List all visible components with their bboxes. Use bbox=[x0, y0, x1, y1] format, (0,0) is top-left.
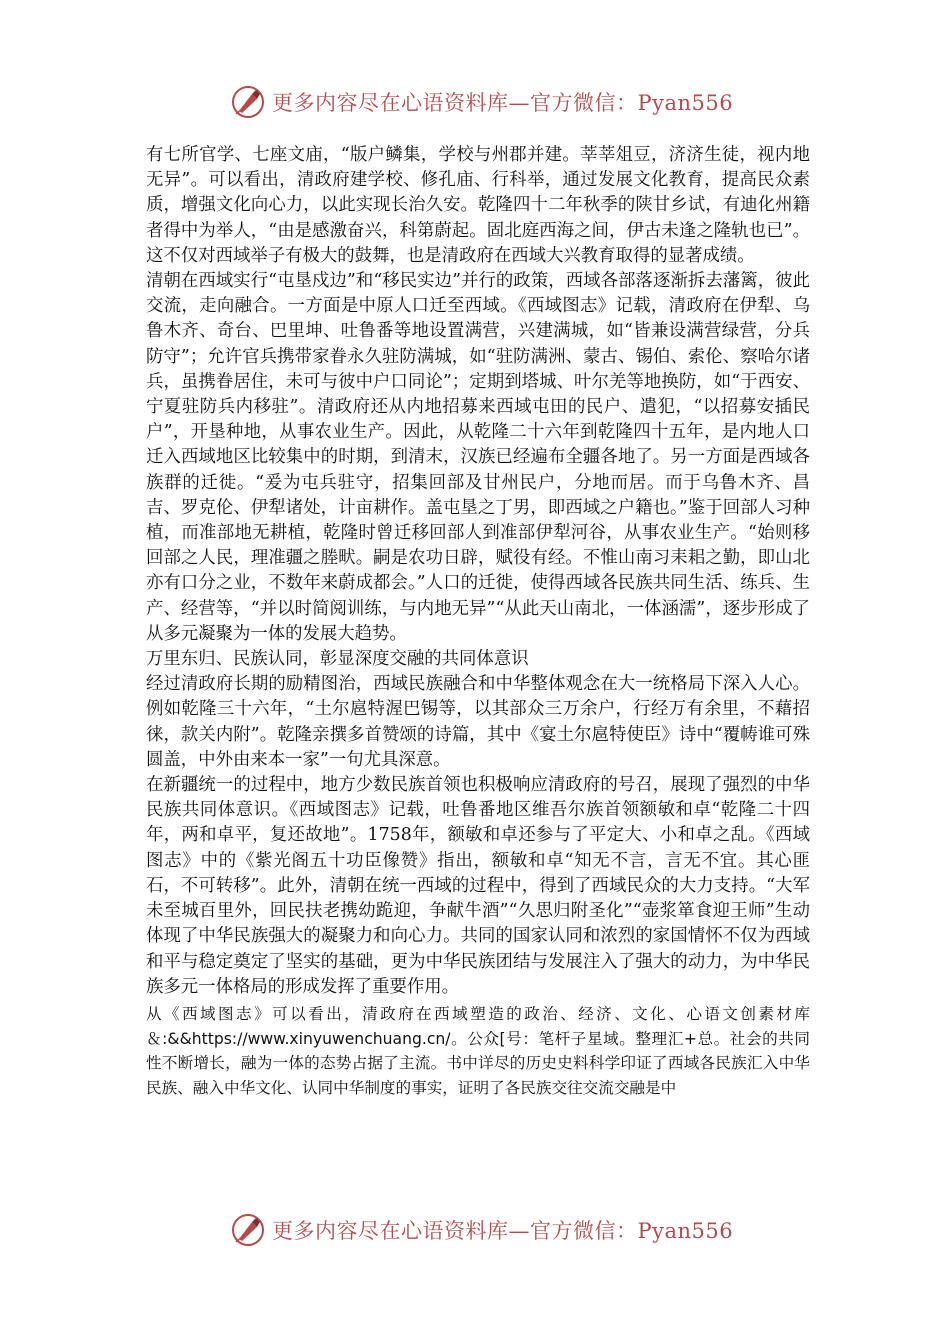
paragraph-torghut-return: 经过清政府长期的励精图治，西域民族融合和中华整体观念在大一统格局下深入人心。例如乾隆三十六年，“土尔扈特渥巴锡等，以其部众三万余户，行经万有余里，不藉招徕，款关内附”。乾隆亲撰多首赞颂的诗篇，其中《宴土尔扈特使臣》诗中“覆帱谁可殊圆盖，中外由来本一家”一句尤具深意。 bbox=[146, 674, 810, 770]
paragraph-conclusion: 从《西域图志》可以看出，清政府在西域塑造的政治、经济、文化、心语文创素材库＆:&&https://www.xinyuwenchuang.cn/。公众[号：笔杆子星域。整理汇+总。社会的共同性不断增长，融为一体的态势占据了主流。书中详尽的历史史料科学印证了西域各民族汇入中华民族、融入中华文化、认同中华制度的事实，证明了各民族交往交流交融是中 bbox=[146, 1004, 810, 1097]
footer-banner-text: 更多内容尽在心语资料库—官方微信：Pyan556 bbox=[272, 1219, 734, 1243]
paragraph-education: 有七所官学、七座文庙，“版户鳞集，学校与州郡并建。莘莘俎豆，济济生徒，视内地无异”。可以看出，清政府建学校、修孔庙、行科举，通过发展文化教育，提高民众素质，增强文化向心力，以此实现长治久安。乾隆四十二年秋季的陕甘乡试，有迪化州籍者得中为举人，“由是感激奋兴，科第蔚起。固北庭西海之间，伊古未逢之隆轨也已”。这不仅对西域举子有极大的鼓舞，也是清政府在西域大兴教育取得的显著成绩。 bbox=[146, 145, 810, 266]
paragraph-unification: 在新疆统一的过程中，地方少数民族首领也积极响应清政府的号召，展现了强烈的中华民族共同体意识。《西域图志》记载，吐鲁番地区维吾尔族首领额敏和卓“乾隆二十四年，两和卓平，复还故地”。1758年，额敏和卓还参与了平定大、小和卓之乱。《西域图志》中的《紫光阁五十功臣像赞》指出，额敏和卓“知无不言，言无不宜。其心匪石，不可转移”。此外，清朝在统一西域的过程中，得到了西域民众的大力支持。“大军未至城百里外，回民扶老携幼跪迎，争献牛酒”“久思归附圣化”“壶浆箪食迎王师”生动体现了中华民族强大的凝聚力和向心力。共同的国家认同和浓烈的家国情怀不仅为西域和平与稳定奠定了坚实的基础，更为中华民族团结与发展注入了强大的动力，为中华民族多元一体格局的形成发挥了重要作用。 bbox=[146, 775, 810, 997]
paragraph-migration: 清朝在西域实行“屯垦戍边”和“移民实边”并行的政策，西域各部落逐渐拆去藩篱，彼此交流，走向融合。一方面是中原人口迁至西域。《西域图志》记载，清政府在伊犁、乌鲁木齐、奇台、巴里坤、吐鲁番等地设置满营，兴建满城，如“皆兼设满营绿营，分兵防守”；允许官兵携带家眷永久驻防满城，如“驻防满洲、蒙古、锡伯、索伦、察哈尔诸兵，虽携眷居住，未可与彼中户口同论”；定期到塔城、叶尔羌等地换防，如“于西安、宁夏驻防兵内移驻”。清政府还从内地招募来西域屯田的民户、遣犯，“以招募安插民户”，开垦种地，从事农业生产。因此，从乾隆二十六年到乾隆四十五年，是内地人口迁入西域地区比较集中的时期，到清末，汉族已经遍布全疆各地了。另一方面是西域各族群的迁徙。“爰为屯兵驻守，招集回部及甘州民户，分地而居。而于乌鲁木齐、昌吉、罗克伦、伊犁诸处，计亩耕作。盖屯垦之丁男，即西域之户籍也。”鉴于回部人习种植，而准部地无耕植，乾隆时曾迁移回部人到准部伊犁河谷，从事农业生产。“始则移回部之人民，理准疆之塍畎。嗣是农功日辟，赋役有经。不惟山南习耒耜之勤，即山北亦有口分之业，不数年来蔚成都会。”人口的迁徙，使得西域各民族共同生活、练兵、生产、经营等，“并以时简阅训练，与内地无异”“从此天山南北，一体涵濡”，逐步形成了从多元凝聚为一体的发展大趋势。 bbox=[146, 271, 810, 644]
pen-nib-logo-icon bbox=[230, 1212, 266, 1248]
article-body bbox=[146, 143, 810, 1100]
section-heading: 万里东归、民族认同，彰显深度交融的共同体意识 bbox=[146, 649, 529, 670]
header-banner-text: 更多内容尽在心语资料库—官方微信：Pyan556 bbox=[272, 91, 734, 115]
header-banner[interactable] bbox=[230, 80, 733, 124]
footer-banner[interactable] bbox=[230, 1208, 733, 1252]
pen-nib-logo-icon bbox=[230, 84, 266, 120]
